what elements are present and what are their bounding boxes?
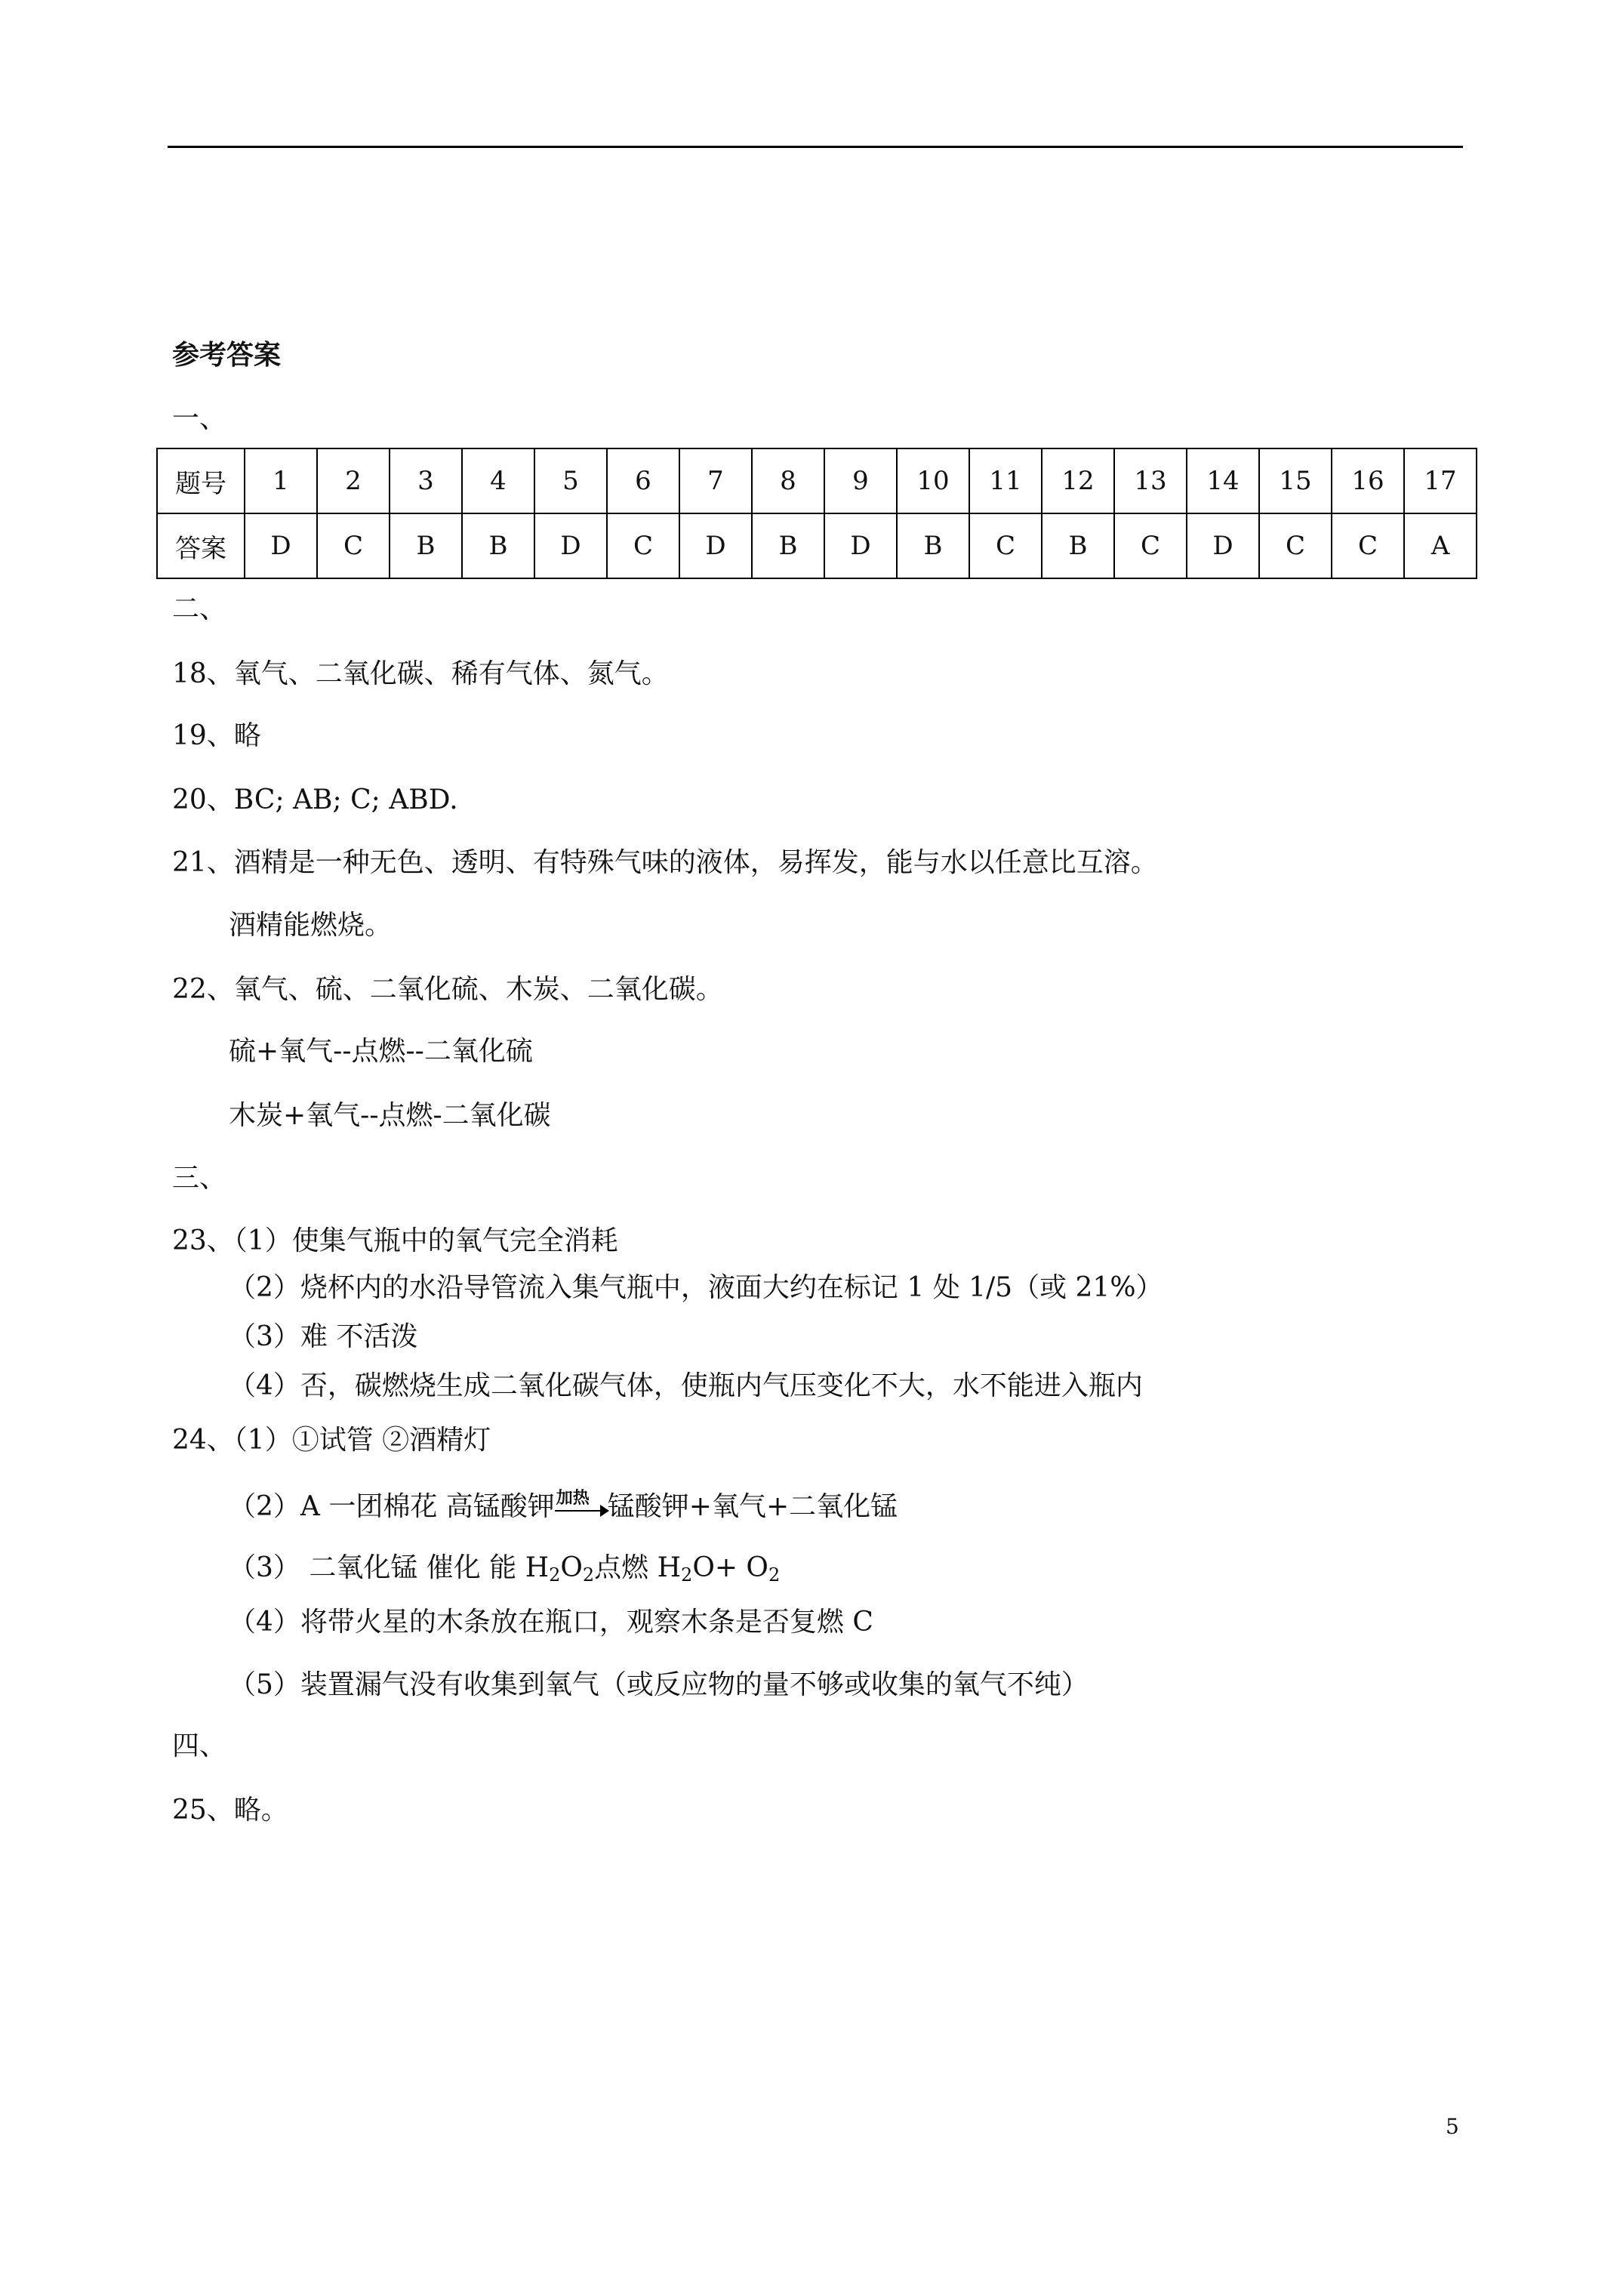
table-cell-number: 12 — [1042, 448, 1114, 513]
table-cell-answer: D — [534, 513, 607, 578]
section-4-heading: 四、 — [172, 1730, 227, 1761]
formula-sub-1: 2 — [549, 1564, 561, 1586]
formula-h2o2-o: O — [560, 1552, 583, 1583]
table-cell-number: 7 — [679, 448, 752, 513]
formula-h2o2-h: H — [525, 1552, 550, 1583]
table-cell-number: 10 — [897, 448, 969, 513]
table-cell-number: 1 — [245, 448, 317, 513]
table-cell-answer: C — [607, 513, 679, 578]
answer-21-line-2: 酒精能燃烧。 — [229, 910, 393, 941]
answer-table — [156, 448, 1477, 579]
table-cell-number: 3 — [390, 448, 462, 513]
table-cell-number: 5 — [534, 448, 607, 513]
answer-20: 20、BC; AB; C; ABD. — [172, 784, 458, 815]
table-cell-answer: B — [1042, 513, 1114, 578]
formula-sub-4: 2 — [768, 1564, 781, 1586]
table-cell-number: 15 — [1259, 448, 1332, 513]
answer-23-part-2: （2）烧杯内的水沿导管流入集气瓶中，液面大约在标记 1 处 1/5（或 21%） — [229, 1272, 1163, 1303]
table-cell-answer: B — [462, 513, 534, 578]
table-cell-answer: B — [390, 513, 462, 578]
formula-sub-3: 2 — [681, 1564, 693, 1586]
answer-25: 25、略。 — [172, 1795, 288, 1826]
table-cell-answer: C — [1332, 513, 1404, 578]
answer-22: 22、氧气、硫、二氧化硫、木炭、二氧化碳。 — [172, 974, 723, 1005]
answer-23-part-4: （4）否，碳燃烧生成二氧化碳气体，使瓶内气压变化不大，水不能进入瓶内 — [229, 1370, 1143, 1401]
formula-h2o-o2: O+ O — [692, 1552, 768, 1583]
table-cell-answer: A — [1404, 513, 1477, 578]
table-cell-answer: B — [752, 513, 824, 578]
header-rule — [168, 146, 1463, 148]
table-cell-number: 8 — [752, 448, 824, 513]
answer-21: 21、酒精是一种无色、透明、有特殊气味的液体，易挥发，能与水以任意比互溶。 — [172, 847, 1158, 878]
answer-24-part-2 — [229, 1488, 898, 1524]
answer-22-line-2: 硫+氧气--点燃--二氧化硫 — [229, 1036, 533, 1067]
table-cell-number: 16 — [1332, 448, 1404, 513]
table-cell-number: 9 — [824, 448, 897, 513]
page-number: 5 — [1446, 2114, 1459, 2139]
section-3-heading: 三、 — [172, 1163, 227, 1194]
table-row-answers — [157, 513, 1477, 578]
table-cell-number: 6 — [607, 448, 679, 513]
formula-h2o-h: H — [657, 1552, 682, 1583]
table-cell-answer: C — [317, 513, 390, 578]
answer-24-part-4: （4）将带火星的木条放在瓶口，观察木条是否复燃 C — [229, 1607, 873, 1638]
answer-23-part-3: （3）难 不活泼 — [229, 1321, 418, 1352]
formula-sub-2: 2 — [582, 1564, 595, 1586]
table-header-question: 题号 — [157, 448, 245, 513]
answer-19: 19、略 — [172, 720, 261, 751]
reaction-arrow-icon — [555, 1488, 608, 1524]
table-cell-number: 11 — [969, 448, 1042, 513]
table-cell-answer: D — [824, 513, 897, 578]
answer-24-part-2-prefix: （2）A 一团棉花 高锰酸钾 — [229, 1491, 555, 1522]
table-cell-answer: D — [679, 513, 752, 578]
answer-24-part-5: （5）装置漏气没有收集到氧气（或反应物的量不够或收集的氧气不纯） — [229, 1669, 1089, 1700]
answer-24-part-3 — [229, 1553, 780, 1590]
answer-23-part-1: 23、（1）使集气瓶中的氧气完全消耗 — [172, 1225, 618, 1256]
table-cell-answer: D — [245, 513, 317, 578]
answer-18: 18、氧气、二氧化碳、稀有气体、氮气。 — [172, 658, 669, 689]
table-cell-answer: D — [1187, 513, 1259, 578]
table-row-numbers — [157, 448, 1477, 513]
formula-condition: 点燃 — [594, 1552, 658, 1583]
table-cell-number: 13 — [1114, 448, 1187, 513]
reaction-arrow-label: 加热 — [556, 1488, 590, 1508]
table-cell-answer: C — [969, 513, 1042, 578]
table-header-answer: 答案 — [157, 513, 245, 578]
section-2-heading: 二、 — [172, 593, 227, 624]
table-cell-answer: C — [1259, 513, 1332, 578]
section-1-heading: 一、 — [172, 403, 227, 434]
page-title: 参考答案 — [172, 339, 282, 371]
table-cell-number: 2 — [317, 448, 390, 513]
table-cell-number: 4 — [462, 448, 534, 513]
answer-24-part-3-prefix: （3） 二氧化锰 催化 能 — [229, 1552, 525, 1583]
answer-22-line-3: 木炭+氧气--点燃-二氧化碳 — [229, 1100, 551, 1131]
table-cell-number: 17 — [1404, 448, 1477, 513]
table-cell-answer: B — [897, 513, 969, 578]
answer-24-part-1: 24、（1）①试管 ②酒精灯 — [172, 1425, 491, 1456]
table-cell-number: 14 — [1187, 448, 1259, 513]
table-cell-answer: C — [1114, 513, 1187, 578]
answer-24-part-2-suffix: 锰酸钾+氧气+二氧化锰 — [607, 1491, 898, 1522]
